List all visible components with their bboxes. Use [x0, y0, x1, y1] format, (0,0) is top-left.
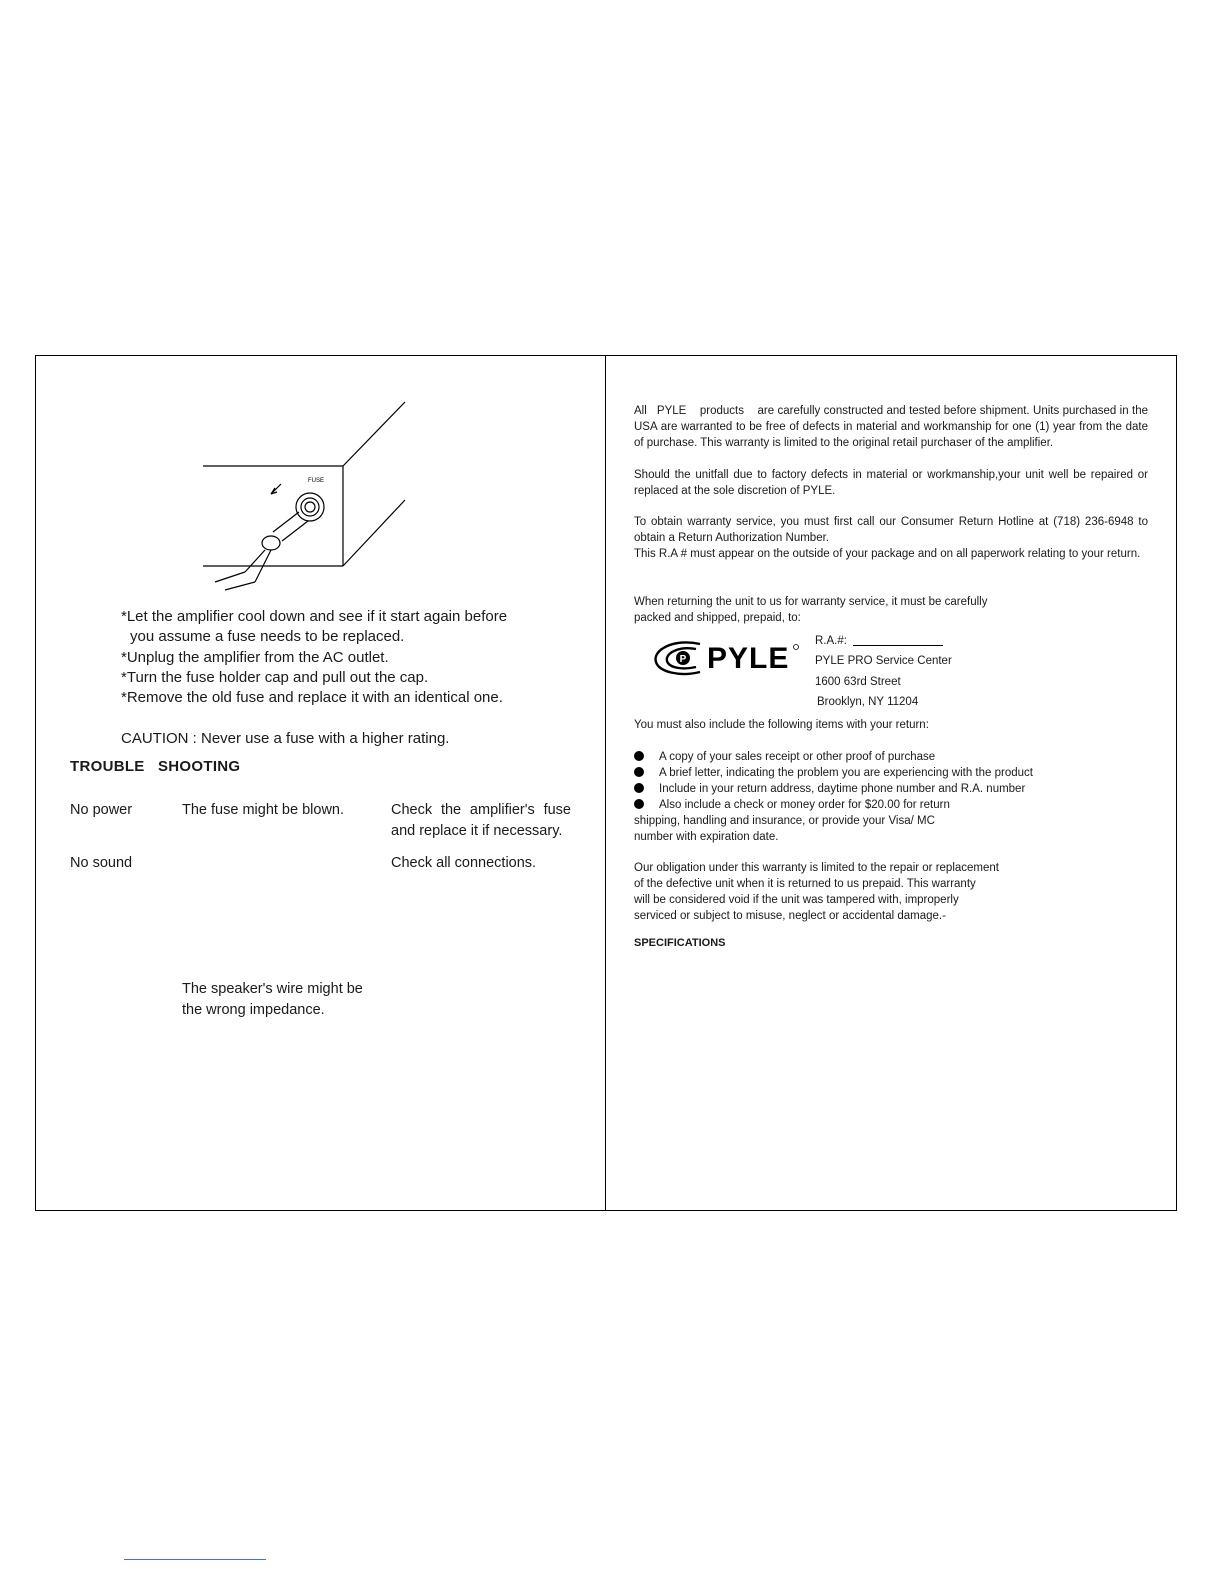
bullet-dot	[634, 767, 644, 777]
ts-problem-no-power: No power	[70, 802, 133, 818]
step-2: *Unplug the amplifier from the AC outlet.	[121, 649, 389, 666]
ra-label: R.A.#:	[815, 635, 847, 647]
warranty-paragraph-1: All PYLE products are carefully constructed and tested before shipment. Units purchased in the USA are warranted to be free of defects in material and workmanship for one (1) year from the date of purchase. This warranty is limited to the original retail purchaser of the amplifier.	[634, 405, 1152, 449]
obligation-line-4: serviced or subject to misuse, neglect or accidental damage.-	[634, 910, 946, 922]
obligation-line-2: of the defective unit when it is returned to us prepaid. This warranty	[634, 878, 976, 890]
list-item: A copy of your sales receipt or other proof of purchase	[634, 749, 935, 765]
ts-solution-connections: Check all connections.	[391, 855, 537, 871]
bullet-dot	[634, 799, 644, 809]
warranty-paragraph-4: This R.A # must appear on the outside of your package and on all paperwork relating to your return.	[634, 548, 1141, 560]
step-4: *Remove the old fuse and replace it with an identical one.	[121, 689, 503, 706]
ts-problem-no-sound: No sound	[70, 855, 133, 871]
pyle-logo	[652, 638, 802, 680]
service-center-street: 1600 63rd Street	[815, 676, 901, 688]
specifications-heading: SPECIFICATIONS	[634, 937, 726, 949]
step-1-cont: you assume a fuse needs to be replaced.	[130, 628, 405, 645]
ts-cause-impedance: The speaker's wire might be the wrong impedance.	[182, 981, 363, 1018]
fuse-replacement-illustration	[195, 400, 410, 595]
pyle-logo-text: PYLE	[707, 642, 790, 675]
include-items-intro: You must also include the following items with your return:	[634, 719, 929, 731]
list-item: Include in your return address, daytime phone number and R.A. number	[634, 781, 1025, 797]
bullet-continuation-2: number with expiration date.	[634, 831, 779, 843]
bullet-dot	[634, 783, 644, 793]
page-divider	[605, 355, 606, 1211]
bullet-dot	[634, 751, 644, 761]
service-center-city: Brooklyn, NY 11204	[817, 696, 919, 708]
svg-text:P: P	[679, 654, 687, 665]
ra-blank-line	[853, 645, 943, 646]
return-instructions-line-1: When returning the unit to us for warranty service, it must be carefully	[634, 596, 988, 608]
obligation-line-3: will be considered void if the unit was tampered with, improperly	[634, 894, 959, 906]
bullet-continuation-1: shipping, handling and insurance, or provide your Visa/ MC	[634, 815, 935, 827]
obligation-line-1: Our obligation under this warranty is limited to the repair or replacement	[634, 862, 999, 874]
troubleshooting-title: TROUBLE SHOOTING	[70, 758, 241, 775]
footer-rule	[124, 1559, 266, 1560]
return-instructions-line-2: packed and shipped, prepaid, to:	[634, 612, 801, 624]
fuse-label: FUSE	[308, 478, 325, 484]
warranty-paragraph-3: To obtain warranty service, you must first call our Consumer Return Hotline at (718) 236-6948 to obtain a Return Authorization Number.	[634, 516, 1148, 544]
ts-solution-fuse: Check the amplifier's fuse and replace it if necessary.	[391, 802, 576, 839]
warranty-paragraph-2: Should the unitfall due to factory defects in material or workmanship,your unit well be repaired or replaced at the sole discretion of PYLE.	[634, 469, 1148, 497]
step-3: *Turn the fuse holder cap and pull out the cap.	[121, 669, 429, 686]
ra-number-field	[815, 635, 943, 647]
list-item: Also include a check or money order for $20.00 for return	[634, 797, 950, 813]
list-item: A brief letter, indicating the problem you are experiencing with the product	[634, 765, 1033, 781]
service-center-name: PYLE PRO Service Center	[815, 655, 952, 667]
caution-note: CAUTION : Never use a fuse with a higher rating.	[121, 730, 450, 747]
ts-cause-fuse: The fuse might be blown.	[182, 802, 345, 818]
step-1: *Let the amplifier cool down and see if it start again before	[121, 608, 508, 625]
